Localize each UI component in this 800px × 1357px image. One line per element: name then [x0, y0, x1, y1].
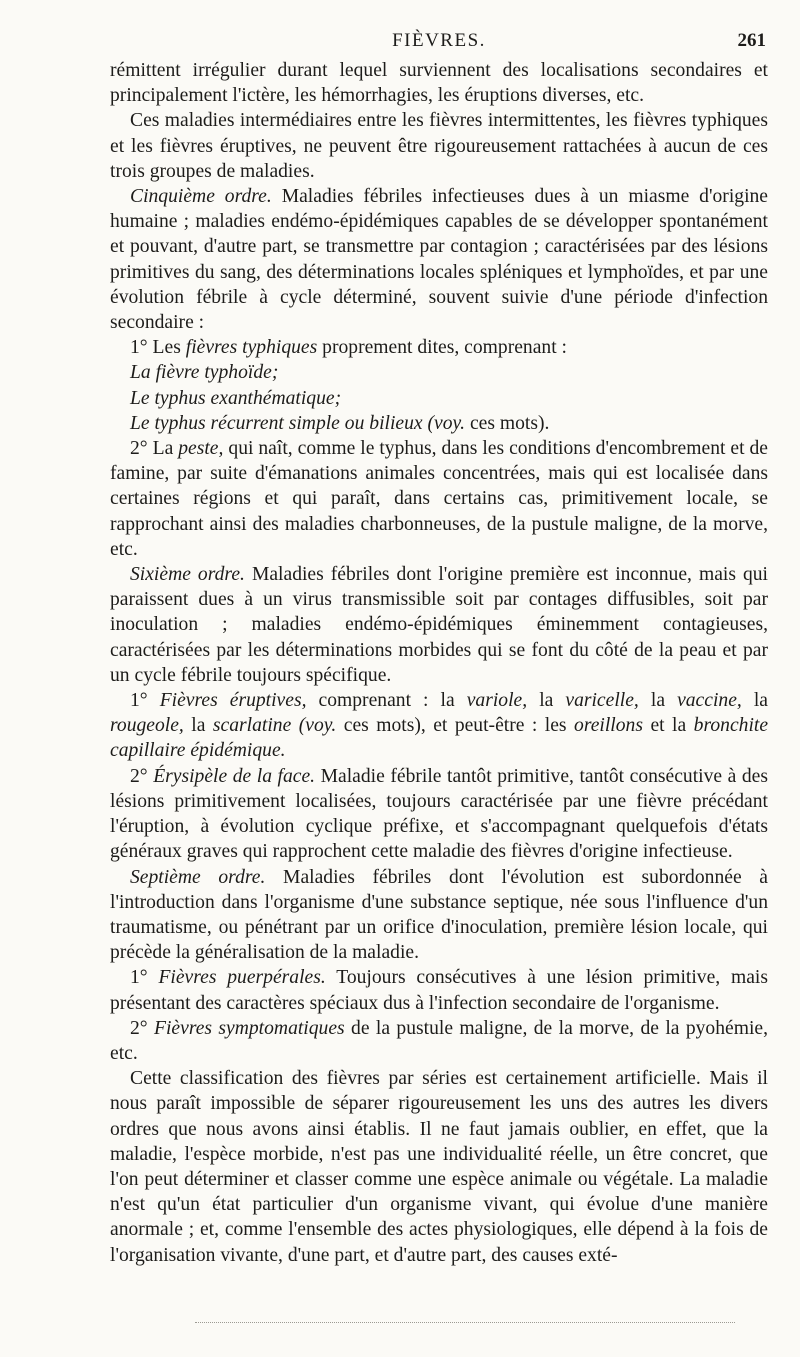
sub-item-exanthematique [110, 386, 768, 411]
item-name: Fièvres symptomatiques [154, 1017, 345, 1039]
disease-bronchite: bronchite capillaire épidémique. [110, 715, 769, 762]
paragraph-intermediate: Ces maladies intermédiaires entre les fièvres intermittentes, les fièvres typhiques et les fièvres éruptives, ne peuvent être rigoureusement rattachées à aucun de ces trois groupes de maladies. [110, 110, 768, 182]
item-text: ces mots), et peut-être : les [343, 715, 567, 737]
order-7-text: Maladies fébriles dont l'évolution est subordonnée à l'introduction dans l'organisme d'une substance septique, née sous l'influence d'un traumatisme, ou pénétrant par un orifice d'inoculation, première lésion locale, qui précède la généralisation de la maladie. [110, 866, 768, 964]
page-header [112, 30, 766, 56]
sub-item-text: Le typhus exanthématique; [130, 387, 342, 409]
order-6-text: Maladies fébriles dont l'origine première est inconnue, mais qui paraissent dues à un virus transmissible soit par contages diffusibles, soit par inoculation ; maladies endémo-épidémiques éminemment contagieuses, caractérisées par les déterminations morbides qui se font du côté de la peau et par un cycle fébrile toujours spécifique. [110, 564, 768, 686]
item-prefix: Les [152, 337, 181, 359]
disease-rougeole: rougeole, [110, 715, 184, 737]
item-prefix: La [152, 438, 174, 460]
item-text: proprement dites, comprenant : [322, 337, 568, 359]
sub-item-recurrent [110, 411, 768, 436]
article: la [753, 690, 768, 712]
article: la [539, 690, 554, 712]
disease-scarlatine: scarlatine [212, 715, 292, 737]
item-text: Toujours consécutives à une lésion primitive, mais présentant des caractères spéciaux dus à l'infection secondaire de l'organisme. [110, 967, 769, 1014]
item-number: 2° [130, 438, 148, 460]
disease-oreillons: oreillons [574, 715, 643, 737]
order-5-text: Maladies fébriles infectieuses dues à un miasme d'origine humaine ; maladies endémo-épidémiques capables de se développer spontanément et pouvant, d'autre part, se transmettre par contagion ; caractérisées par des lésions primitives du sang, des déterminations locales spléniques et lymphoïdes, et par une évolution fébrile à cycle déterminé, souvent suivie d'une période d'infection secondaire : [110, 186, 769, 334]
disease-variole: variole, [466, 690, 528, 712]
item-number: 1° [130, 337, 148, 359]
order-7-label: Septième ordre. [130, 866, 266, 888]
item-number: 1° [130, 967, 148, 989]
item-text: Maladie fébrile tantôt primitive, tantôt consécutive à des lésions primitivement localisées, toujours caractérisée par une fièvre précédant l'éruption, à évolution cyclique préfixe, et s'accompagnant quelquefois d'états généraux graves qui rapprochent cette maladie des fièvres d'origine infectieuse. [110, 765, 768, 863]
order-5-label: Cinquième ordre. [130, 186, 272, 208]
disease-vaccine: vaccine, [677, 690, 742, 712]
voy-ref: (voy. [427, 412, 466, 434]
sub-item-end: ces mots). [469, 412, 550, 434]
item-number: 2° [130, 1017, 148, 1039]
item-name: Érysipèle de la face. [153, 765, 316, 787]
item-text: comprenant : la [318, 690, 455, 712]
item-text: de la pustule maligne, de la morve, de la pyohémie, etc. [110, 1017, 768, 1064]
paragraph-order-7 [110, 865, 768, 966]
item-number: 1° [130, 690, 148, 712]
item-name: fièvres typhiques [185, 337, 318, 359]
order-5-item-2 [110, 436, 768, 562]
order-6-item-1 [110, 688, 768, 764]
sub-item-typhoide [110, 360, 768, 385]
running-title: FIÈVRES. [392, 30, 486, 51]
paragraph-order-6 [110, 562, 768, 688]
conjunction: et la [650, 715, 687, 737]
order-6-item-2 [110, 764, 768, 865]
order-7-item-2 [110, 1016, 768, 1066]
item-name: Fièvres puerpérales. [158, 967, 326, 989]
disease-varicelle: varicelle, [565, 690, 639, 712]
article: la [191, 715, 206, 737]
paragraph-order-5 [110, 184, 768, 335]
item-number: 2° [130, 765, 148, 787]
item-name: peste, [178, 438, 224, 460]
footer-rule [195, 1322, 735, 1323]
body-text [110, 58, 768, 1268]
page-number: 261 [737, 30, 766, 51]
paragraph-continuation: rémittent irrégulier durant lequel surviennent des localisations secondaires et principalement l'ictère, les hémorrhagies, les éruptions diverses, etc. [110, 60, 768, 107]
paragraph-conclusion: Cette classification des fièvres par séries est certainement artificielle. Mais il nous paraît impossible de séparer rigoureusement les uns des autres les divers ordres que nous avons ainsi établis. Il ne faut jamais oublier, en effet, que la maladie, l'espèce morbide, n'est pas une individualité réelle, un être concret, que l'on peut déterminer et classer comme une espèce animale ou végétale. La maladie n'est qu'un état particulier d'un organisme vivant, qui évolue d'une manière anormale ; et, comme l'ensemble des actes physiologiques, elle dépend à la fois de l'organisation vivante, d'une part, et d'autre part, des causes exté- [110, 1068, 768, 1266]
item-name: Fièvres éruptives, [159, 690, 307, 712]
voy-ref: (voy. [298, 715, 337, 737]
sub-item-text: Le typhus récurrent simple ou bilieux [130, 412, 423, 434]
order-5-item-1 [110, 335, 768, 360]
order-6-label: Sixième ordre. [130, 564, 245, 586]
article: la [650, 690, 666, 712]
item-text: qui naît, comme le typhus, dans les conditions d'encombrement et de famine, par suite d'émanations animales concentrées, mais qui est localisée dans certaines régions et qui paraît, dans certains cas, primitivement locale, se rapprochant ainsi des maladies charbonneuses, de la pustule maligne, de la morve, etc. [110, 438, 768, 560]
order-7-item-1 [110, 965, 768, 1015]
sub-item-text: La fièvre typhoïde; [130, 362, 279, 384]
